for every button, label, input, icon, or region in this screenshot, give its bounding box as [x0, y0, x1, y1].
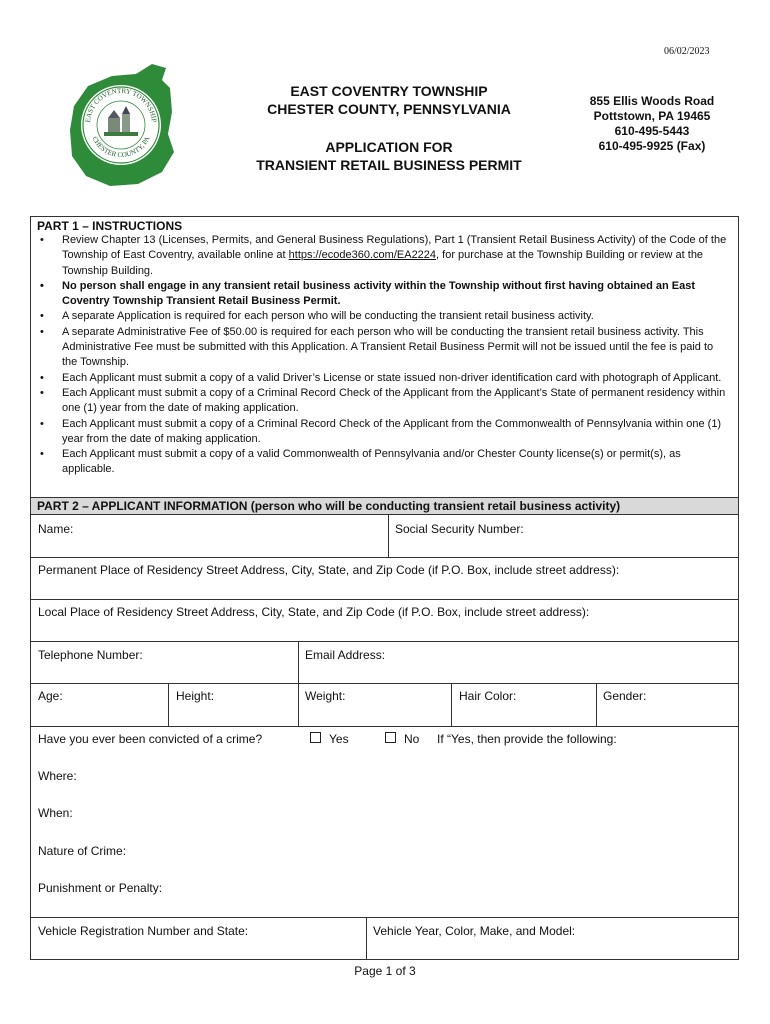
no-label: No: [404, 732, 420, 746]
local-address-field[interactable]: Local Place of Residency Street Address, City, State, and Zip Code (if P.O. Box, include street address):: [38, 605, 590, 619]
if-yes-instruction: If “Yes, then provide the following:: [437, 732, 617, 746]
instruction-item: • Each Applicant must submit a copy of a Criminal Record Check of the Applicant from the Applicant’s State of permanent residency within one (1) year from the date of making application.: [62, 386, 730, 417]
vehicle-info-field[interactable]: Vehicle Year, Color, Make, and Model:: [373, 924, 576, 938]
ecode-link[interactable]: https://ecode360.com/EA2224: [288, 249, 437, 262]
divider: [366, 917, 367, 960]
name-field[interactable]: Name:: [38, 522, 74, 536]
divider: [31, 917, 738, 918]
instruction-text: Review Chapter 13 (Licenses, Permits, and General Business Regulations), Part 1 (Transient Retail Business Activity) of the Code of the Township of East Coventry, available online at: [62, 234, 727, 262]
county-name: CHESTER COUNTY, PENNSYLVANIA: [267, 101, 511, 117]
punishment-field[interactable]: Punishment or Penalty:: [38, 881, 163, 895]
form-title-line2: TRANSIENT RETAIL BUSINESS PERMIT: [256, 157, 522, 173]
instruction-item: • Each Applicant must submit a copy of a Criminal Record Check of the Applicant from the Commonwealth of Pennsylvania within one (1) year from the date of making application.: [62, 417, 730, 448]
instruction-item: • A separate Administrative Fee of $50.00 is required for each person who will be conducting the transient retail business activity. This Administrative Fee must be submitted with this Application. A Transient Retail Business Permit will not be issued until the fee is paid to the Township.: [62, 325, 730, 371]
instruction-item: [62, 233, 730, 279]
divider: [31, 514, 738, 515]
convicted-question: Have you ever been convicted of a crime?: [38, 732, 263, 746]
gender-field[interactable]: Gender:: [603, 689, 647, 703]
header-center: [236, 82, 542, 174]
part1-instructions: [31, 217, 738, 497]
nature-of-crime-field[interactable]: Nature of Crime:: [38, 844, 127, 858]
instruction-item: • No person shall engage in any transient retail business activity within the Township without first having obtained an East Coventry Township Transient Retail Business Permit.: [62, 279, 730, 310]
permanent-address-field[interactable]: Permanent Place of Residency Street Address, City, State, and Zip Code (if P.O. Box, include street address):: [38, 563, 620, 577]
email-field[interactable]: Email Address:: [305, 648, 386, 662]
part2-title: PART 2 – APPLICANT INFORMATION (person who will be conducting transient retail business activity): [31, 498, 738, 514]
height-field[interactable]: Height:: [176, 689, 215, 703]
address-line1: 855 Ellis Woods Road: [589, 94, 715, 108]
yes-label: Yes: [329, 732, 349, 746]
township-seal-logo: [66, 60, 176, 188]
page-number: Page 1 of 3: [354, 964, 416, 978]
address-line2: Pottstown, PA 19465: [593, 109, 711, 123]
instruction-list: [31, 233, 738, 478]
part1-title: PART 1 – INSTRUCTIONS: [37, 219, 183, 233]
where-field[interactable]: Where:: [38, 769, 77, 783]
divider: [31, 599, 738, 600]
vehicle-registration-field[interactable]: Vehicle Registration Number and State:: [38, 924, 249, 938]
phone-number: 610-495-5443: [614, 124, 690, 138]
seal-bottom-text: CHESTER COUNTY, PA: [90, 135, 152, 160]
ssn-field[interactable]: Social Security Number:: [395, 522, 524, 536]
instruction-item: • A separate Application is required for each person who will be conducting the transient retail business activity.: [62, 309, 730, 324]
divider: [168, 683, 169, 726]
instruction-item: • Each Applicant must submit a copy of a valid Driver’s License or state issued non-driver identification card with photograph of Applicant.: [62, 371, 730, 386]
divider: [388, 514, 389, 557]
document-date: 06/02/2023: [664, 46, 710, 57]
divider: [31, 557, 738, 558]
instruction-item: • Each Applicant must submit a copy of a valid Commonwealth of Pennsylvania and/or Chester County license(s) or permit(s), as applicable.: [62, 447, 730, 478]
divider: [298, 641, 299, 683]
hair-color-field[interactable]: Hair Color:: [459, 689, 517, 703]
weight-field[interactable]: Weight:: [305, 689, 346, 703]
no-checkbox[interactable]: [385, 732, 396, 743]
divider: [31, 726, 738, 727]
when-field[interactable]: When:: [38, 806, 73, 820]
age-field[interactable]: Age:: [38, 689, 63, 703]
telephone-field[interactable]: Telephone Number:: [38, 648, 143, 662]
form-title-line1: APPLICATION FOR: [325, 139, 453, 155]
fax-number: 610-495-9925 (Fax): [598, 139, 706, 153]
divider: [596, 683, 597, 726]
seal-top-text: EAST COVENTRY TOWNSHIP: [83, 86, 158, 123]
application-form: [30, 216, 739, 960]
divider: [31, 683, 738, 684]
yes-checkbox[interactable]: [310, 732, 321, 743]
divider: [31, 641, 738, 642]
instruction-text: , for purchase at the Township Building or review at the Township Building.: [62, 249, 704, 277]
divider: [298, 683, 299, 726]
divider: [451, 683, 452, 726]
township-name: EAST COVENTRY TOWNSHIP: [290, 83, 488, 99]
township-contact: [576, 94, 728, 154]
